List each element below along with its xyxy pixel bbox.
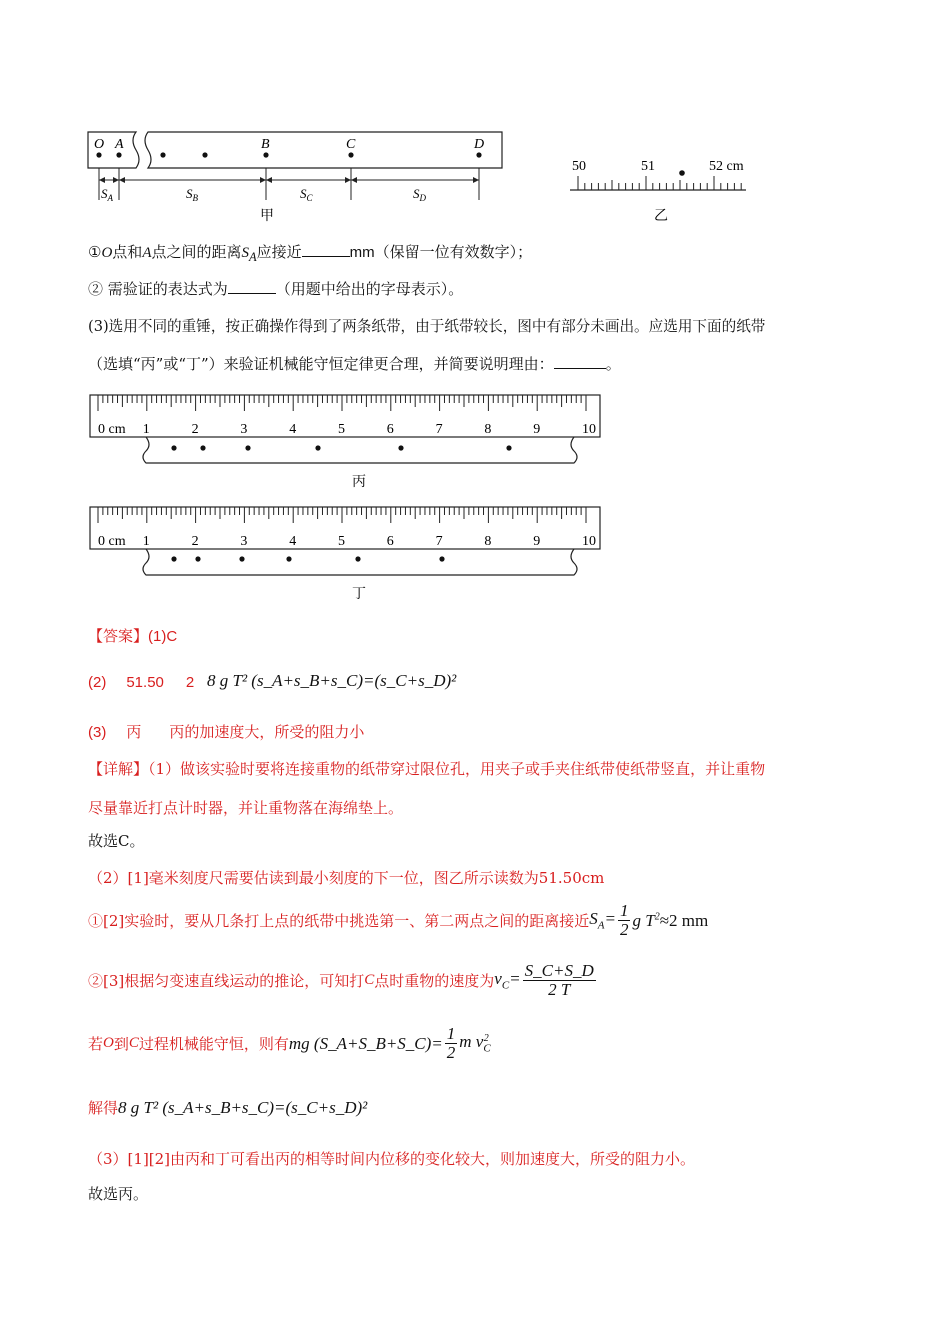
ruler-tick-label: 0 cm xyxy=(98,534,126,549)
ruler-tick-label: 2 xyxy=(191,422,199,437)
reading-dot xyxy=(679,170,685,176)
point-label-c: C xyxy=(346,137,356,152)
answer-equation: 8 g T² (s_A+s_B+s_C)=(s_C+s_D)² xyxy=(207,671,457,690)
answer-line-2: (2) 51.50 2 xyxy=(88,674,195,691)
ruler-tick-label: 8 xyxy=(484,534,492,549)
explain-para-6: 解得8 g T² (s_A+s_B+s_C)=(s_C+s_D)² xyxy=(88,1098,368,1117)
ruler-tick-label: 9 xyxy=(533,534,541,549)
point-label-o: O xyxy=(94,137,105,152)
answer-line-3: (3) 丙 丙的加速度大，所受的阻力小 xyxy=(88,723,365,741)
ruler-tick-label: 10 xyxy=(582,422,596,437)
question-1: ①O点和A点之间的距离$S_A$应接近 mm（保留一位有效数字）； xyxy=(88,243,533,264)
tick-label-52: 52 cm xyxy=(709,159,744,174)
tape-dots xyxy=(96,152,481,157)
tick-label-51: 51 xyxy=(641,159,655,174)
ruler-tick-label: 9 xyxy=(533,422,541,437)
question-3-line-2: （选填“丙”或“丁”）来验证机械能守恒定律更合理，并简要说明理由： 。 xyxy=(88,355,621,373)
figure-yi xyxy=(560,150,760,230)
ruler-tick-label: 1 xyxy=(142,534,150,549)
explain-para-3: ①[2]实验时，要从几条打上点的纸带中挑选第一、第二两点之间的距离接近 $S_A=$ $\frac{1}{2}$ g $T^2\approx 2$ mm xyxy=(88,901,709,939)
explain-para-1: 【详解】（1）做该实验时要将连接重物的纸带穿过限位孔，用夹子或手夹住纸带使纸带竖直，并让重物 xyxy=(88,760,766,778)
point-label-b: B xyxy=(261,137,270,152)
segment-label-sc: $S_C$ xyxy=(300,186,313,203)
explain-para-1b: 尽量靠近打点计时器，并让重物落在海绵垫上。 xyxy=(88,799,404,817)
figure-bing xyxy=(86,393,606,493)
segment-label-sb: $S_B$ xyxy=(186,186,198,203)
ruler-tick-label: 3 xyxy=(240,422,248,437)
answer-blank xyxy=(228,280,276,294)
ruler-tick-label: 10 xyxy=(582,534,596,549)
explain-para-4: ②[3]根据匀变速直线运动的推论，可知打 C 点时重物的速度为 $v_C=$ $\frac{S\_C+S\_D}{2 T}$ xyxy=(88,961,594,999)
ruler-tick-label: 6 xyxy=(386,422,394,437)
explain-para-1c: 故选C。 xyxy=(88,832,145,850)
explain-para-5: 若 O 到 C 过程机械能守恒，则有 mg (S_A+S_B+S_C)= $\frac{1}{2}$ m $v_C^2$ xyxy=(88,1024,491,1062)
ruler-tick-label: 4 xyxy=(289,534,297,549)
explain-para-7: （3）[1][2]由丙和丁可看出丙的相等时间内位移的变化较大，则加速度大，所受的阻力小。 xyxy=(88,1150,696,1168)
caption-yi: 乙 xyxy=(654,209,668,224)
tape-dots xyxy=(171,445,511,450)
ruler-tick-label: 6 xyxy=(386,534,394,549)
figure-ding xyxy=(86,505,606,605)
answer-line-1: 【答案】(1)C xyxy=(88,627,178,645)
ruler-tick-label: 7 xyxy=(435,422,443,437)
ruler-tick-label: 1 xyxy=(142,422,150,437)
answer-blank xyxy=(302,243,350,257)
ruler-tick-label: 7 xyxy=(435,534,443,549)
caption-ding: 丁 xyxy=(352,587,366,602)
ruler-tick-label: 3 xyxy=(240,534,248,549)
point-label-d: D xyxy=(474,137,485,152)
ruler-tick-label: 5 xyxy=(338,422,345,437)
question-3-line-1: (3)选用不同的重锤，按正确操作得到了两条纸带，由于纸带较长，图中有部分未画出。应选用下面的纸带 xyxy=(88,318,766,335)
figure-jia xyxy=(86,128,506,228)
explain-para-7b: 故选丙。 xyxy=(88,1185,149,1203)
answer-blank xyxy=(554,355,606,369)
segment-label-sa: $S_A$ xyxy=(101,186,113,203)
caption-jia: 甲 xyxy=(260,209,274,224)
tick-label-50: 50 xyxy=(572,159,586,174)
ruler-tick-label: 2 xyxy=(191,534,199,549)
ruler-tick-label: 4 xyxy=(289,422,297,437)
tape-dots xyxy=(171,556,444,561)
explain-para-2: （2）[1]毫米刻度尺需要估读到最小刻度的下一位，图乙所示读数为51.50cm xyxy=(88,869,605,887)
segment-label-sd: $S_D$ xyxy=(413,186,426,203)
ruler-tick-label: 5 xyxy=(338,534,345,549)
caption-bing: 丙 xyxy=(352,475,366,490)
question-2: ② 需验证的表达式为 （用题中给出的字母表示）。 xyxy=(88,280,464,298)
ruler-tick-label: 8 xyxy=(484,422,492,437)
ruler-tick-label: 0 cm xyxy=(98,422,126,437)
point-label-a: A xyxy=(115,137,124,152)
